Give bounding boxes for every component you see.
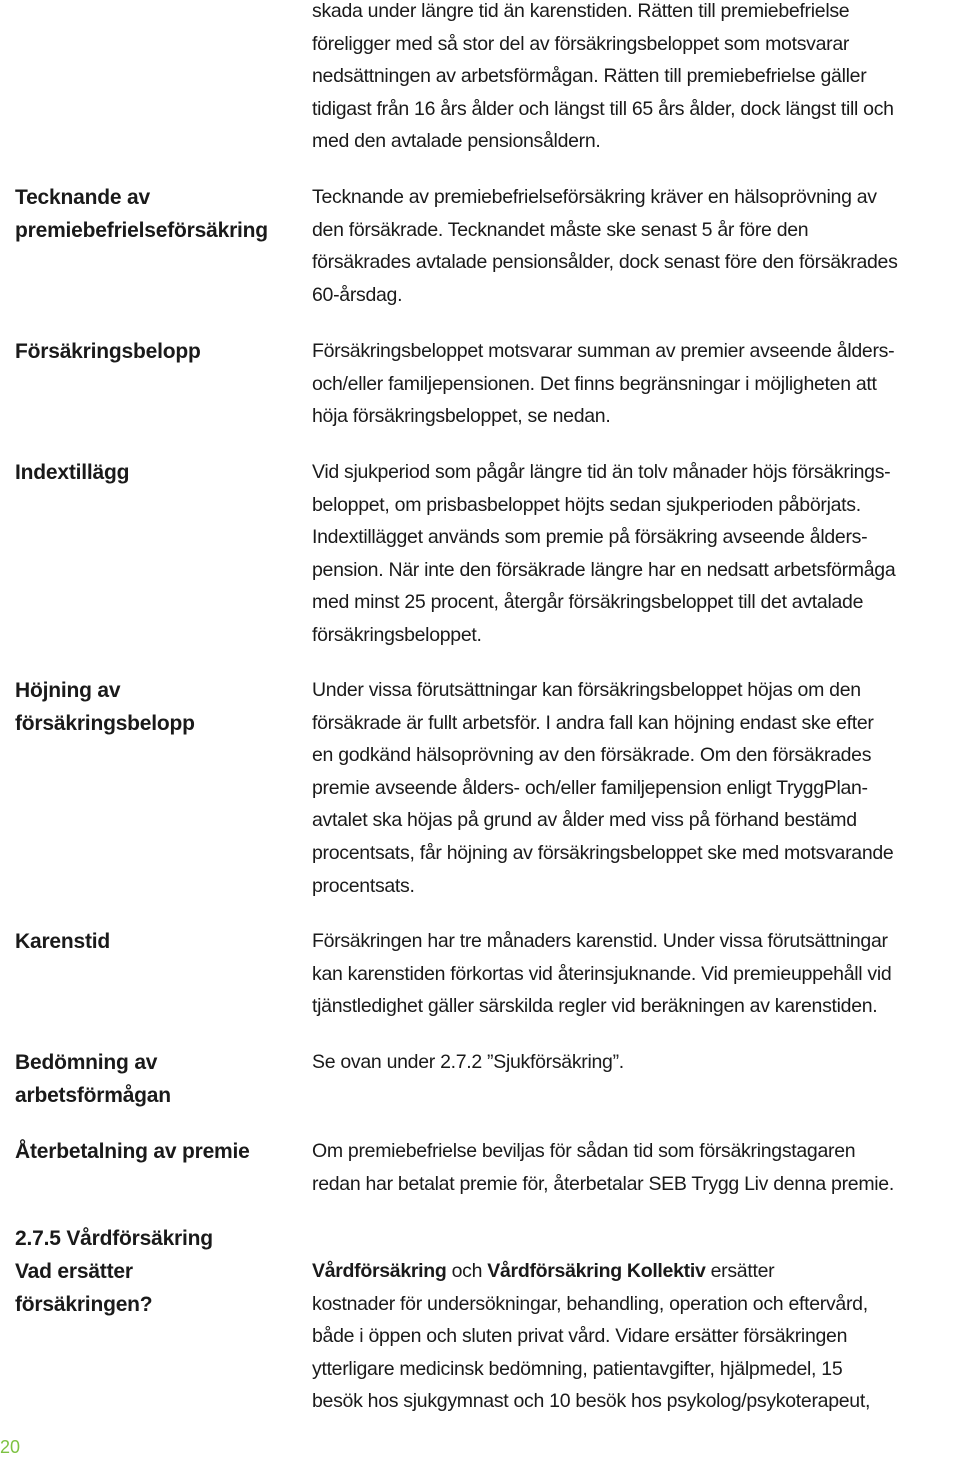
tail-text: ersätter [705, 1260, 775, 1282]
heading-line: Bedömning av [15, 1051, 158, 1074]
heading-line: arbetsförmågan [15, 1084, 171, 1107]
page-number: 20 [0, 1437, 21, 1457]
text-line: pension. När inte den försäkrade längre har en nedsatt arbetsförmåga [312, 558, 896, 581]
paragraph-intro [312, 0, 957, 158]
paragraph-aterbetalning [312, 1135, 957, 1200]
text-line: med minst 25 procent, återgår försäkringsbeloppet till det avtalade [312, 591, 864, 614]
heading-line: premiebefrielseförsäkring [15, 219, 268, 242]
heading-line: Försäkringsbelopp [15, 340, 201, 363]
paragraph-karenstid [312, 925, 957, 1023]
heading-line: Återbetalning av premie [15, 1140, 250, 1163]
paragraph-tecknande [312, 181, 957, 311]
text-line: beloppet, om prisbasbeloppet höjts sedan sjukperioden påbörjats. [312, 493, 861, 516]
heading-line: Vad ersätter [15, 1260, 133, 1283]
text-line: Om premiebefrielse beviljas för sådan tid som försäkringstagaren [312, 1140, 856, 1162]
text-line [312, 1255, 957, 1288]
heading-line: försäkringsbelopp [15, 712, 195, 735]
paragraph-hojning [312, 674, 957, 902]
text-line: kan karenstiden förkortas vid återinsjuknande. Vid premieuppehåll vid [312, 962, 892, 985]
text-line: kostnader för undersökningar, behandling, operation och eftervård, [312, 1292, 868, 1315]
text-line: föreligger med så stor del av försäkringsbeloppet som motsvarar [312, 32, 850, 55]
heading-line: Karenstid [15, 930, 111, 953]
heading-bedomning [15, 1046, 300, 1112]
heading-line: Indextillägg [15, 461, 130, 484]
heading-aterbetalning [15, 1135, 300, 1168]
paragraph-indextillagg [312, 456, 957, 652]
paragraph-forsakringsbelopp [312, 335, 957, 433]
text-line: Försäkringen har tre månaders karenstid. Under vissa förutsättningar [312, 930, 888, 952]
text-line: nedsättningen av arbetsförmågan. Rätten till premiebefrielse gäller [312, 65, 867, 88]
text-line: Försäkringsbeloppet motsvarar summan av premier avseende ålders- [312, 340, 895, 362]
text-line: försäkrade är fullt arbetsför. I andra fall kan höjning endast ske efter [312, 711, 874, 734]
text-line: och/eller familjepensionen. Det finns begränsningar i möjligheten att [312, 372, 877, 395]
text-line: tidigast från 16 års ålder och längst till 65 års ålder, dock längst till och [312, 97, 894, 120]
text-line: avtalet ska höjas på grund av ålder med viss på förhand bestämd [312, 809, 857, 832]
text-line: både i öppen och sluten privat vård. Vidare ersätter försäkringen [312, 1325, 848, 1348]
paragraph-vardforsakring [312, 1255, 957, 1418]
heading-vardforsakring [15, 1222, 300, 1321]
heading-tecknande [15, 181, 300, 247]
text-line: med den avtalade pensionsåldern. [312, 130, 601, 153]
text-line: den försäkrade. Tecknandet måste ske senast 5 år före den [312, 218, 809, 241]
text-line: redan har betalat premie för, återbetalar SEB Trygg Liv denna premie. [312, 1172, 894, 1195]
heading-hojning [15, 674, 300, 740]
connector-text: och [446, 1260, 488, 1282]
text-line: 60-årsdag. [312, 283, 403, 306]
text-line: Tecknande av premiebefrielseförsäkring kräver en hälsoprövning av [312, 186, 877, 208]
heading-karenstid [15, 925, 300, 958]
text-line: procentsats, får höjning av försäkringsbeloppet ske med motsvarande [312, 841, 894, 864]
text-line: skada under längre tid än karenstiden. Rätten till premiebefrielse [312, 0, 850, 22]
text-line: en godkänd hälsoprövning av den försäkrade. Om den försäkrades [312, 744, 872, 767]
text-line: besök hos sjukgymnast och 10 besök hos psykolog/psykoterapeut, [312, 1390, 871, 1413]
text-line: försäkrades avtalade pensionsålder, dock senast före den försäkrades [312, 251, 898, 274]
text-line: premie avseende ålders- och/eller familjepension enligt TryggPlan- [312, 776, 868, 799]
text-line: ytterligare medicinsk bedömning, patientavgifter, hjälpmedel, 15 [312, 1357, 843, 1380]
text-line: höja försäkringsbeloppet, se nedan. [312, 405, 611, 428]
text-line: tjänstledighet gäller särskilda regler vid beräkningen av karenstiden. [312, 995, 878, 1018]
paragraph-bedomning [312, 1046, 957, 1079]
heading-line: 2.7.5 Vårdförsäkring [15, 1227, 213, 1250]
text-line: Under vissa förutsättningar kan försäkringsbeloppet höjas om den [312, 679, 861, 701]
heading-line: försäkringen? [15, 1293, 153, 1316]
text-line: Se ovan under 2.7.2 ”Sjukförsäkring”. [312, 1051, 624, 1073]
heading-indextillagg [15, 456, 300, 489]
heading-line: Tecknande av [15, 186, 150, 209]
heading-line: Höjning av [15, 679, 121, 702]
bold-term: Vårdförsäkring [312, 1260, 447, 1282]
text-line: Vid sjukperiod som pågår längre tid än tolv månader höjs försäkrings- [312, 461, 891, 483]
text-line: försäkringsbeloppet. [312, 623, 482, 646]
bold-term: Vårdförsäkring Kollektiv [487, 1260, 706, 1282]
heading-forsakringsbelopp [15, 335, 300, 368]
text-line: procentsats. [312, 874, 415, 897]
text-line: Indextillägget används som premie på försäkring avseende ålders- [312, 526, 868, 549]
